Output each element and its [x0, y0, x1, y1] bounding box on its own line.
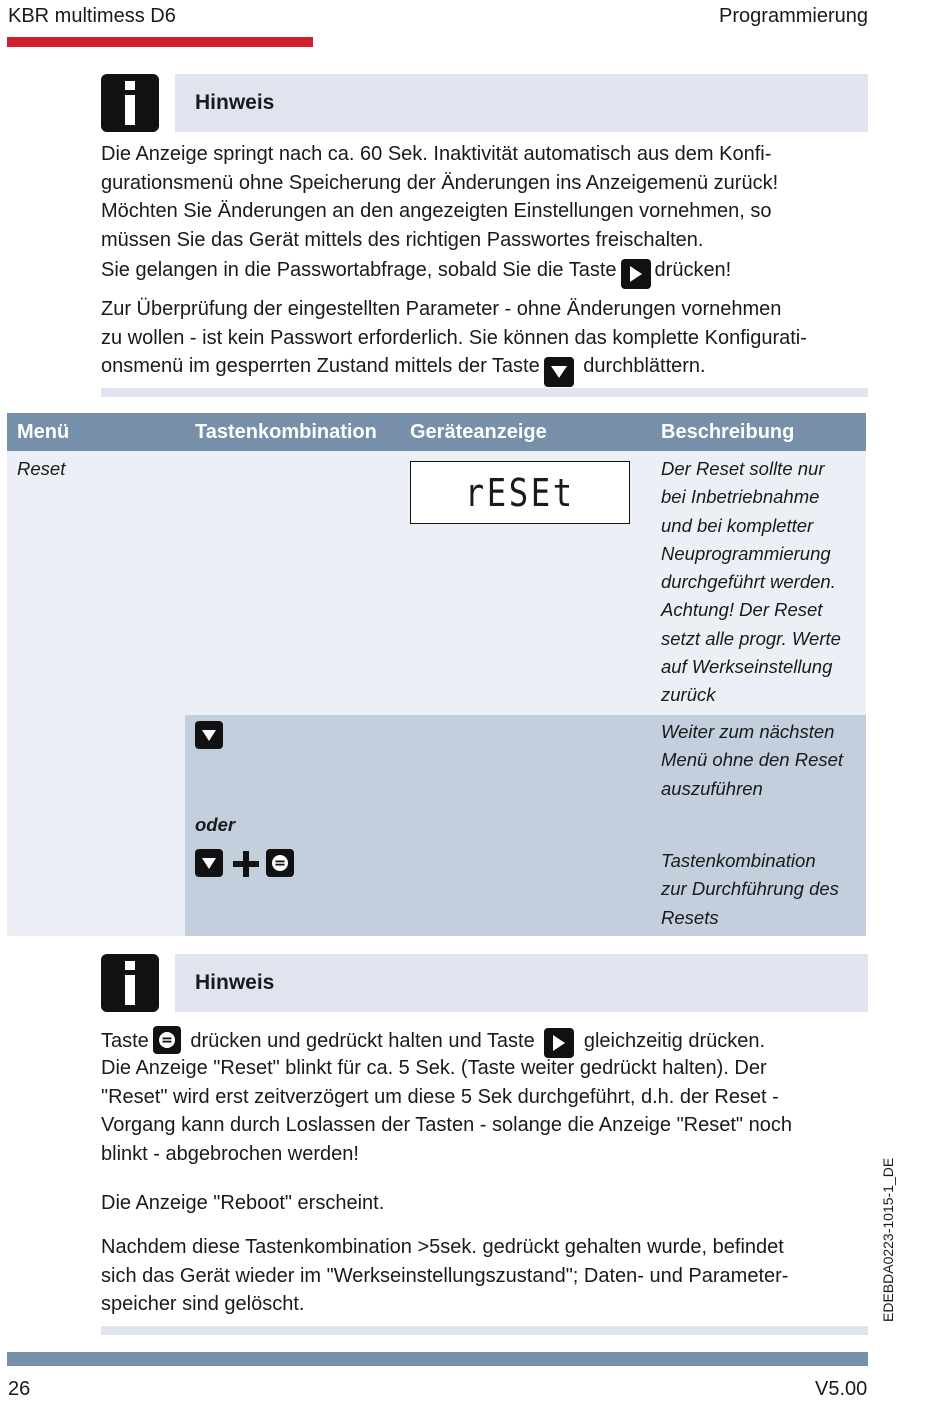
- table-header-row: [7, 413, 866, 451]
- info-icon: [101, 74, 159, 132]
- hint2-paragraph-factory: Nachdem diese Tastenkombination >5sek. gedrückt gehalten wurde, befindet sich das Gerät wieder im "Werkseinstellungszustand"; Daten- und Parameter- speicher sind gelöscht.: [101, 1236, 789, 1315]
- description-next-menu: Weiter zum nächsten Menü ohne den Reset auszuführen: [661, 721, 844, 799]
- password-text-before: Sie gelangen in die Passwortabfrage, sobald Sie die Taste: [101, 259, 617, 281]
- col-header-keys: Tastenkombination: [195, 421, 377, 443]
- minus-key-icon: [153, 1026, 181, 1054]
- hint-paragraph-password: [101, 256, 871, 289]
- hint-separator: [101, 388, 868, 397]
- page-number: 26: [8, 1378, 31, 1400]
- document-code: EDEBDA0223-1015-1_DE: [880, 1157, 896, 1322]
- hint-paragraph-browse: [101, 295, 871, 387]
- device-display: [410, 461, 630, 524]
- menu-cell: Reset: [17, 458, 66, 479]
- col-header-description: Beschreibung: [661, 421, 795, 443]
- play-key-icon: [621, 259, 651, 289]
- minus-key-icon: [266, 849, 294, 877]
- hint2-text-c: gleichzeitig drücken.: [583, 1030, 766, 1052]
- hint2-paragraph-reboot: Die Anzeige "Reboot" erscheint.: [101, 1192, 385, 1214]
- plus-icon: [232, 850, 260, 883]
- header-product-name: KBR multimess D6: [8, 5, 176, 27]
- down-key-icon: [195, 721, 223, 749]
- footer-bar: [7, 1352, 868, 1366]
- down-key-icon: [544, 357, 574, 387]
- hint2-text-b: drücken und gedrückt halten und Taste: [190, 1030, 535, 1052]
- browse-text-after: durchblättern.: [583, 355, 706, 377]
- hint-paragraph-timeout: Die Anzeige springt nach ca. 60 Sek. Inaktivität automatisch aus dem Konfi- gurationsmenü ohne Speicherung der Änderungen ins Anzeigemenü zurück! Möchten Sie Änderungen an den angezeigten Einstellungen vornehmen, so müssen Sie das Gerät mittels des richtigen Passwortes freischalten.: [101, 143, 779, 251]
- version-label: V5.00: [815, 1378, 868, 1400]
- hint-title: Hinweis: [195, 91, 275, 114]
- down-key-icon: [195, 849, 223, 877]
- info-icon: [101, 954, 159, 1012]
- description-reset: Der Reset sollte nur bei Inbetriebnahme und bei kompletter Neuprogrammierung durchgeführt werden. Achtung! Der Reset setzt alle progr. Werte auf Werkseinstellung zurück: [661, 458, 841, 706]
- hint2-text-a: Taste: [101, 1030, 149, 1052]
- col-header-display: Geräteanzeige: [410, 421, 547, 443]
- browse-text-before: Zur Überprüfung der eingestellten Parameter - ohne Änderungen vornehmen zu wollen - ist kein Passwort erforderlich. Sie können das komplette Konfigurati- onsmenü im gesperrten Zustand mittels der Taste: [101, 298, 807, 377]
- col-header-menu: Menü: [17, 421, 70, 443]
- table-row-left-cell: [7, 715, 185, 936]
- hint-separator: [101, 1326, 868, 1335]
- hint-title: Hinweis: [195, 971, 275, 994]
- header-accent-bar: [7, 37, 313, 47]
- device-display-text: rESEt: [465, 470, 575, 515]
- hint-title-bar: [175, 954, 868, 1012]
- description-key-combo: Tastenkombination zur Durchführung des Resets: [661, 850, 839, 928]
- or-label: oder: [195, 814, 236, 835]
- password-text-after: drücken!: [654, 259, 732, 281]
- hint2-paragraph-reset: Die Anzeige "Reset" blinkt für ca. 5 Sek. (Taste weiter gedrückt halten). Der "Reset" wird erst zeitverzögert um diese 5 Sek durchgeführt, d.h. der Reset - Vorgang kann durch Loslassen der Tasten - solange die Anzeige "Reset" noch blinkt - abgebrochen werden!: [101, 1057, 792, 1165]
- header-section-title: Programmierung: [719, 5, 868, 27]
- hint-title-bar: [175, 74, 868, 132]
